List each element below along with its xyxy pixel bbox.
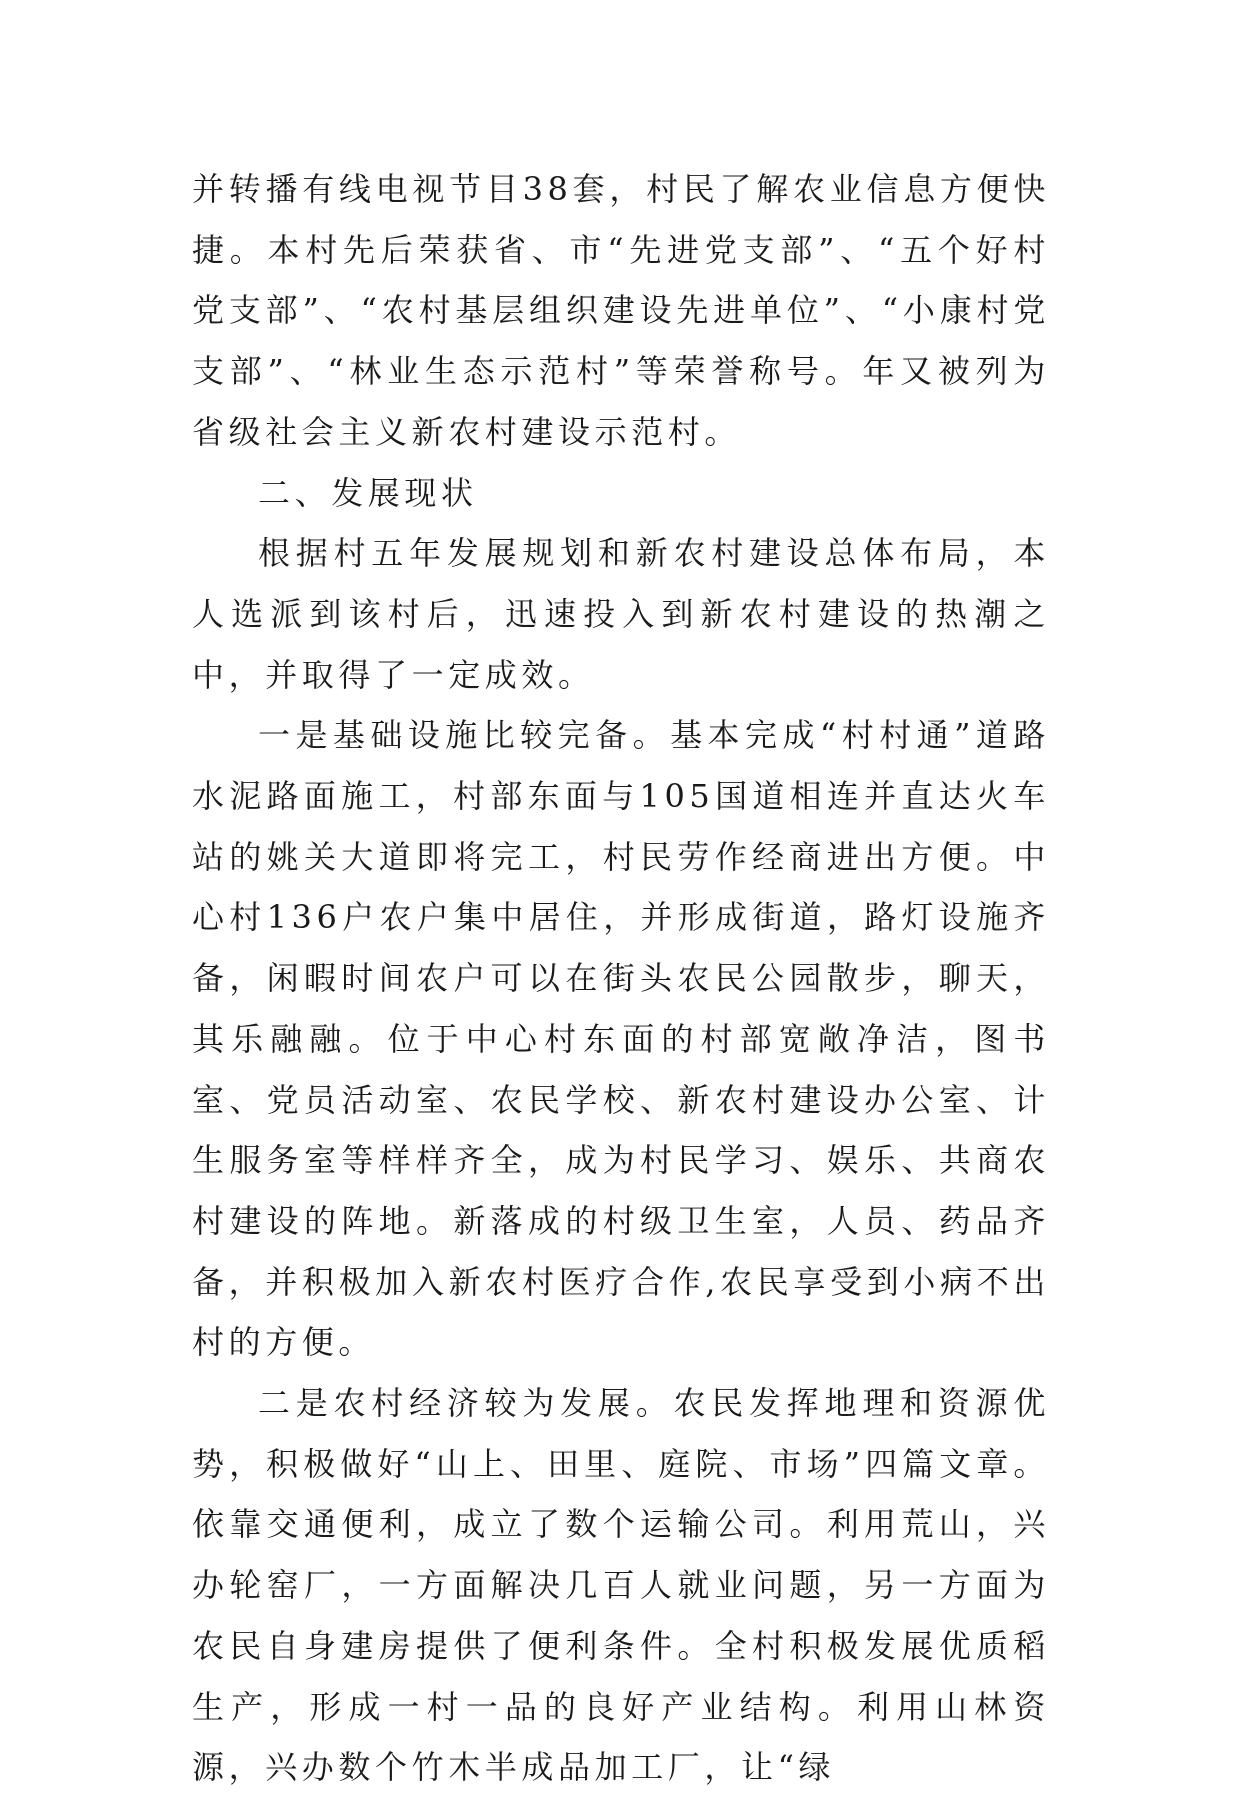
paragraph-development-overview: 根据村五年发展规划和新农村建设总体布局，本人选派到该村后，迅速投入到新农村建设的热潮之中，并取得了一定成效。	[192, 534, 1050, 694]
paragraph-intro-continued: 并转播有线电视节目38套，村民了解农业信息方便快捷。本村先后荣获省、市“先进党支部”、“五个好村党支部”、“农村基层组织建设先进单位”、“小康村党支部”、“林业生态示范村”等荣誉称号。年又被列为省级社会主义新农村建设示范村。	[192, 170, 1050, 451]
paragraph-rural-economy: 二是农村经济较为发展。农民发挥地理和资源优势，积极做好“山上、田里、庭院、市场”四篇文章。依靠交通便利，成立了数个运输公司。利用荒山，兴办轮窑厂，一方面解决几百人就业问题，另一方面为农民自身建房提供了便利条件。全村积极发展优质稻生产，形成一村一品的良好产业结构。利用山林资源，兴办数个竹木半成品加工厂，让“绿	[192, 1384, 1050, 1787]
document-body	[192, 159, 1050, 1798]
paragraph-infrastructure: 一是基础设施比较完备。基本完成“村村通”道路水泥路面施工，村部东面与105国道相连并直达火车站的姚关大道即将完工，村民劳作经商进出方便。中心村136户农户集中居住，并形成街道，路灯设施齐备，闲暇时间农户可以在街头农民公园散步，聊天，其乐融融。位于中心村东面的村部宽敞净洁，图书室、党员活动室、农民学校、新农村建设办公室、计生服务室等样样齐全，成为村民学习、娱乐、共商农村建设的阵地。新落成的村级卫生室，人员、药品齐备，并积极加入新农村医疗合作,农民享受到小病不出村的方便。	[192, 716, 1050, 1362]
section-heading-development-status: 二、发展现状	[258, 473, 478, 512]
